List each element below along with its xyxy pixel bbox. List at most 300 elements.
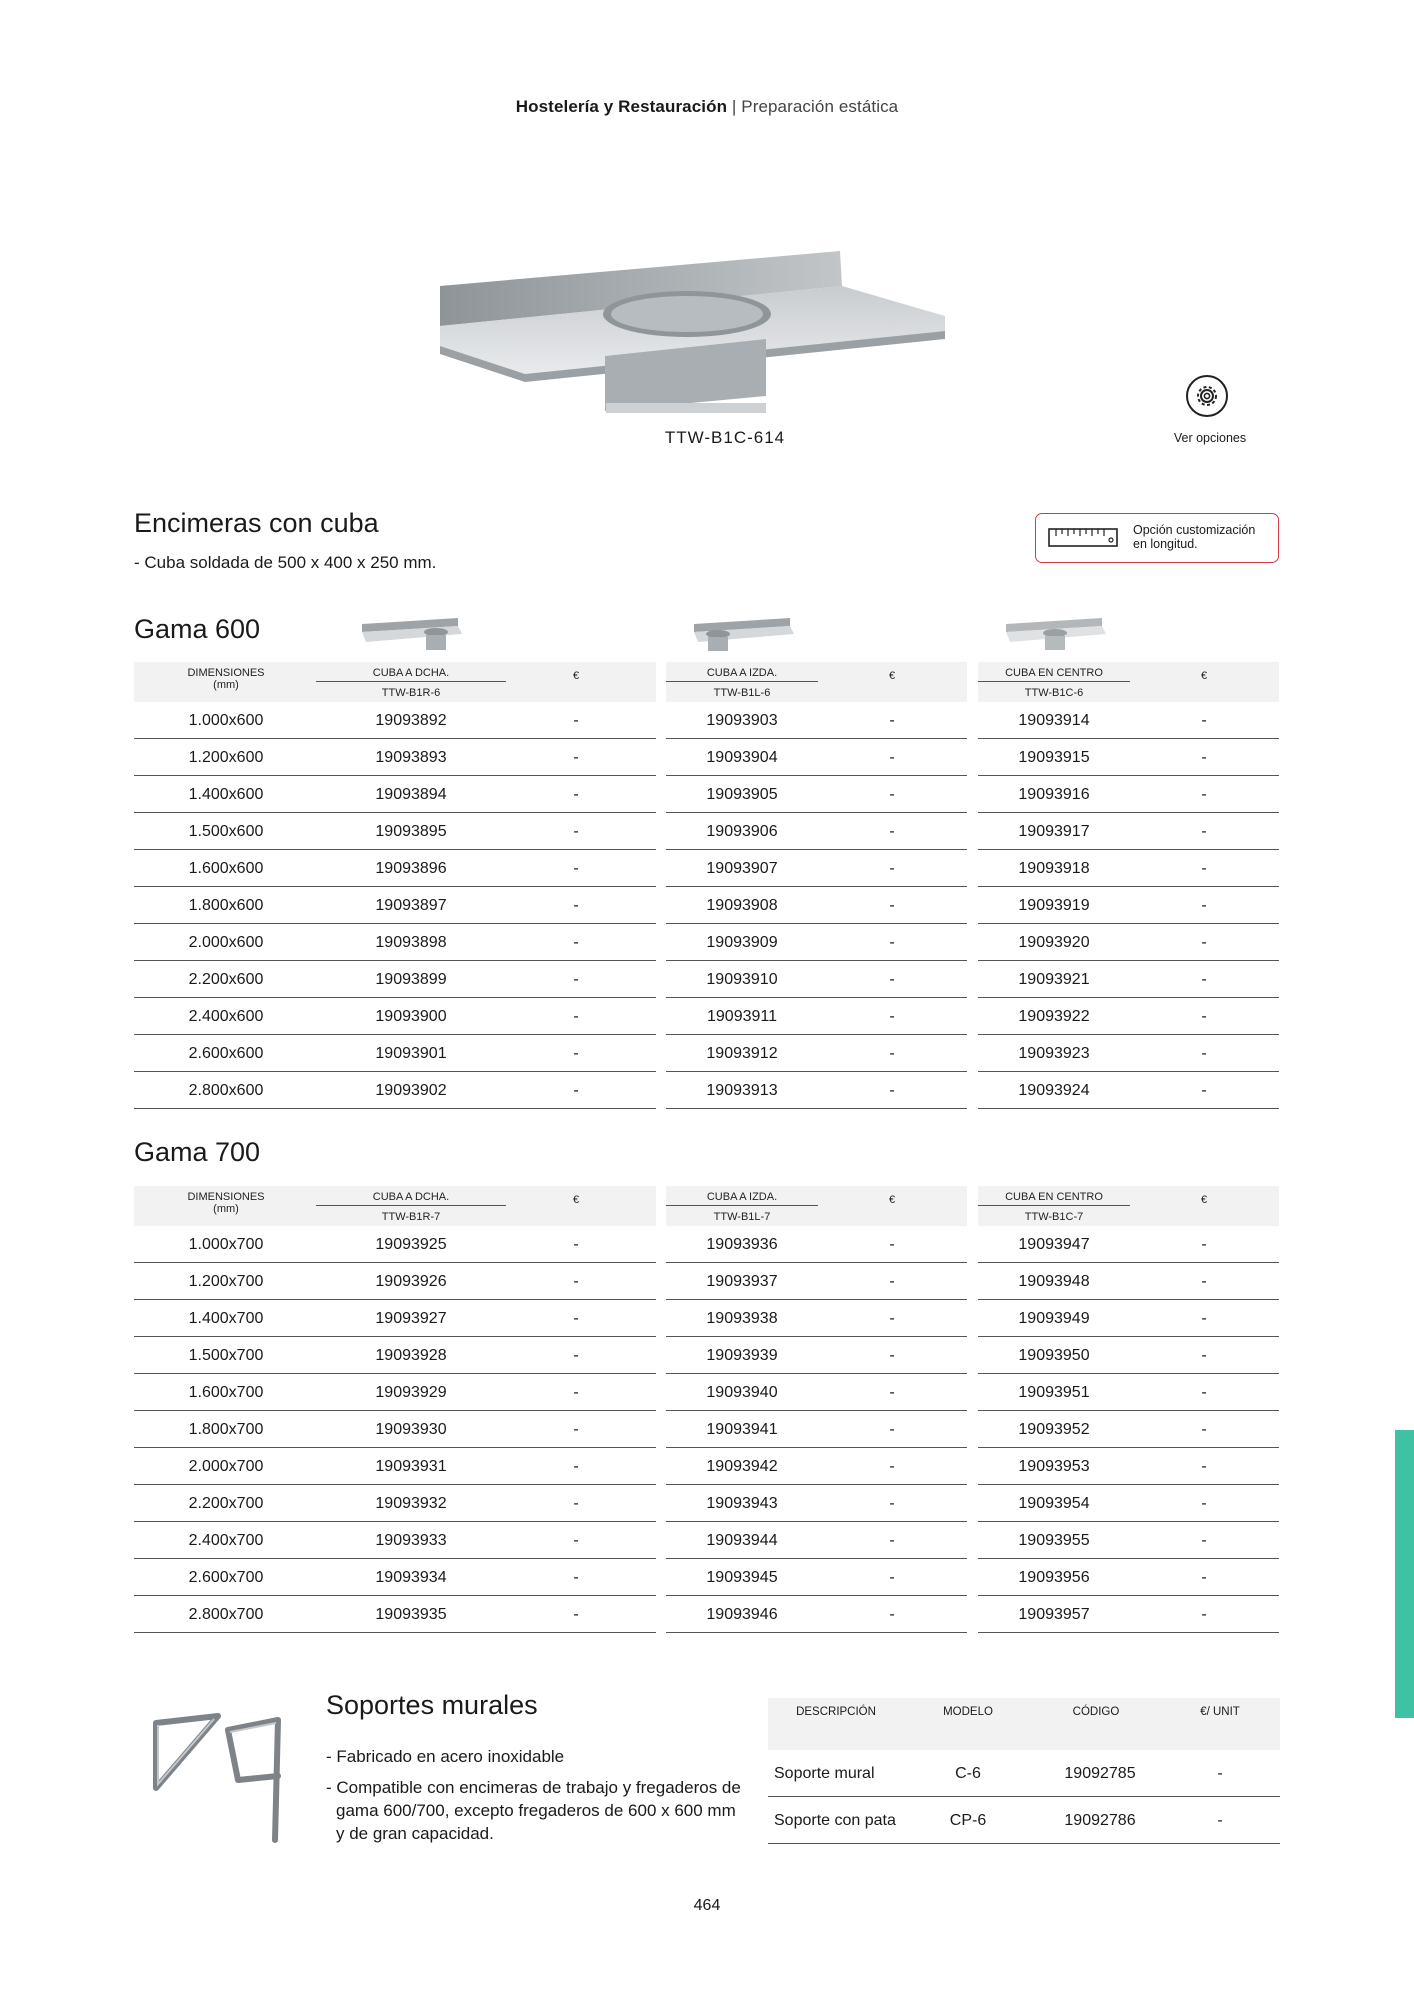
dimensions-header-unit: (mm): [213, 1203, 239, 1215]
price-cell: -: [889, 1236, 895, 1253]
dimension-cell: 2.800x600: [188, 1082, 264, 1099]
code-cell: 19093932: [375, 1495, 447, 1512]
table-row: [134, 1411, 656, 1448]
group-model: TTW-B1R-6: [381, 687, 441, 699]
code-cell: 19093917: [1018, 823, 1090, 840]
price-cell: -: [889, 1495, 895, 1512]
group-model: TTW-B1L-7: [713, 1211, 771, 1223]
table-row: [666, 739, 967, 776]
dimension-cell: 1.400x600: [188, 786, 264, 803]
code-cell: 19093930: [375, 1421, 447, 1438]
code-cell: 19093908: [706, 897, 778, 914]
code-cell: 19093939: [706, 1347, 778, 1364]
table-row: [134, 887, 656, 924]
table-row: [666, 924, 967, 961]
dimension-cell: 2.400x600: [188, 1008, 264, 1025]
code-cell: 19093931: [375, 1458, 447, 1475]
model-cell: C-6: [955, 1765, 981, 1782]
table-header: [978, 662, 1279, 702]
table-row: [666, 887, 967, 924]
table-row: [978, 1485, 1279, 1522]
price-cell: -: [573, 1569, 579, 1586]
price-cell: -: [1201, 1310, 1207, 1327]
table-row: [978, 1072, 1279, 1109]
header-divider: [666, 681, 818, 682]
price-cell: -: [573, 1236, 579, 1253]
table-row: [978, 1374, 1279, 1411]
table-row: [666, 1522, 967, 1559]
table-row: [978, 850, 1279, 887]
table-header: [768, 1698, 1280, 1750]
code-cell: 19093913: [706, 1082, 778, 1099]
price-cell: -: [573, 860, 579, 877]
code-cell: 19093894: [375, 786, 447, 803]
price-cell: -: [889, 1347, 895, 1364]
customization-line-1: Opción customización: [1133, 523, 1256, 537]
price-cell: -: [889, 1569, 895, 1586]
table-row: [666, 1374, 967, 1411]
table-row: [978, 1411, 1279, 1448]
price-cell: -: [573, 1421, 579, 1438]
dimensions-header: [176, 1191, 276, 1215]
gama-700-title: Gama 700: [134, 1137, 261, 1167]
gama600-table-center: [978, 662, 1279, 1109]
section-tab: [1395, 1430, 1414, 1718]
price-cell: -: [1201, 1384, 1207, 1401]
price-cell: -: [573, 712, 579, 729]
table-row: [134, 1485, 656, 1522]
code-cell: 19093918: [1018, 860, 1090, 877]
dimension-cell: 1.500x700: [188, 1347, 264, 1364]
code-cell: 19093907: [706, 860, 778, 877]
feature-item: - Fabricado en acero inoxidable: [326, 1747, 565, 1766]
price-cell: -: [573, 1532, 579, 1549]
table-row: [666, 1559, 967, 1596]
wall-bracket-image: [138, 1698, 298, 1848]
code-cell: 19093893: [375, 749, 447, 766]
dimension-cell: 1.800x600: [188, 897, 264, 914]
price-cell: -: [573, 1347, 579, 1364]
dimensions-header-label: DIMENSIONES: [187, 667, 265, 679]
thumb-center-sink: [1002, 612, 1107, 656]
table-body: [134, 702, 656, 1109]
table-row: [666, 1072, 967, 1109]
table-body: [666, 1226, 967, 1633]
table-row: [666, 998, 967, 1035]
page-header: [0, 97, 1414, 117]
code-cell: 19093957: [1018, 1606, 1090, 1623]
code-cell: 19093922: [1018, 1008, 1090, 1025]
price-cell: -: [889, 1606, 895, 1623]
price-cell: -: [573, 1082, 579, 1099]
table-row: [134, 1559, 656, 1596]
table-row: [666, 1035, 967, 1072]
price-cell: -: [573, 1384, 579, 1401]
code-cell: 19093948: [1018, 1273, 1090, 1290]
code-cell: 19093912: [706, 1045, 778, 1062]
price-cell: -: [889, 934, 895, 951]
code-cell: 19093947: [1018, 1236, 1090, 1253]
dimension-cell: 2.800x700: [188, 1606, 264, 1623]
table-row: [666, 813, 967, 850]
gear-icon[interactable]: [1186, 375, 1228, 417]
table-row: [978, 1226, 1279, 1263]
header-divider: [316, 681, 506, 682]
price-cell: -: [1201, 1347, 1207, 1364]
table-row: [666, 1226, 967, 1263]
price-cell: -: [573, 934, 579, 951]
price-cell: -: [1201, 934, 1207, 951]
code-cell: 19093951: [1018, 1384, 1090, 1401]
group-label: CUBA A IZDA.: [706, 1191, 778, 1203]
group-model: TTW-B1L-6: [713, 687, 771, 699]
table-row: [978, 998, 1279, 1035]
price-cell: -: [573, 1310, 579, 1327]
dimensions-header: [176, 667, 276, 691]
table-row: [134, 1072, 656, 1109]
dimension-cell: 2.000x700: [188, 1458, 264, 1475]
table-row: [134, 924, 656, 961]
price-cell: -: [889, 1532, 895, 1549]
price-cell: -: [889, 1310, 895, 1327]
desc-cell: Soporte con pata: [774, 1812, 896, 1829]
table-row: [134, 998, 656, 1035]
code-cell: 19093942: [706, 1458, 778, 1475]
header-subcategory: Preparación estática: [741, 97, 899, 116]
price-cell: -: [573, 749, 579, 766]
model-header: MODELO: [943, 1706, 993, 1718]
feature-item: - Compatible con encimeras de trabajo y fregaderos de gama 600/700, excepto fregaderos de 600 x 600 mm y de gran capacidad.: [326, 1778, 741, 1843]
table-body: [978, 702, 1279, 1109]
dimension-cell: 1.000x700: [188, 1236, 264, 1253]
code-cell: 19093927: [375, 1310, 447, 1327]
code-cell: 19093906: [706, 823, 778, 840]
code-cell: 19093924: [1018, 1082, 1090, 1099]
code-cell: 19093938: [706, 1310, 778, 1327]
code-cell: 19093915: [1018, 749, 1090, 766]
gama-600-title: Gama 600: [134, 614, 261, 644]
price-cell: -: [1201, 1495, 1207, 1512]
price-header: €: [1200, 670, 1208, 682]
price-header: €: [572, 670, 580, 682]
price-cell: -: [889, 1082, 895, 1099]
dimension-cell: 1.600x600: [188, 860, 264, 877]
gama600-table-right: [134, 662, 656, 1109]
table-row: [666, 702, 967, 739]
table-row: [666, 1263, 967, 1300]
price-cell: -: [573, 1606, 579, 1623]
table-row: [134, 776, 656, 813]
table-row: [666, 1485, 967, 1522]
dimension-cell: 2.200x700: [188, 1495, 264, 1512]
dimension-cell: 1.000x600: [188, 712, 264, 729]
table-row: [134, 1263, 656, 1300]
price-cell: -: [1201, 1532, 1207, 1549]
price-cell: -: [1201, 1458, 1207, 1475]
price-cell: -: [1201, 1421, 1207, 1438]
price-cell: -: [1201, 786, 1207, 803]
price-cell: -: [1201, 860, 1207, 877]
code-cell: 19093937: [706, 1273, 778, 1290]
table-row: [134, 961, 656, 998]
table-row: [134, 1374, 656, 1411]
price-cell: -: [889, 1045, 895, 1062]
code-cell: 19093900: [375, 1008, 447, 1025]
code-cell: 19093953: [1018, 1458, 1090, 1475]
table-row: [978, 1263, 1279, 1300]
header-divider: [978, 1205, 1130, 1206]
thumb-left-sink: [690, 612, 795, 656]
header-divider: [666, 1205, 818, 1206]
price-cell: -: [889, 1273, 895, 1290]
product-caption: TTW-B1C-614: [664, 428, 786, 447]
header-category: Hostelería y Restauración: [515, 97, 728, 116]
table-row: [666, 1448, 967, 1485]
table-row: [978, 1337, 1279, 1374]
price-cell: -: [573, 897, 579, 914]
code-cell: 19092785: [1064, 1765, 1136, 1782]
header-separator: |: [727, 97, 742, 116]
price-cell: -: [1201, 897, 1207, 914]
price-cell: -: [889, 712, 895, 729]
dimension-cell: 1.600x700: [188, 1384, 264, 1401]
table-row: [134, 1448, 656, 1485]
price-cell: -: [573, 1008, 579, 1025]
table-row: [666, 1411, 967, 1448]
price-cell: -: [889, 823, 895, 840]
soportes-title: Soportes murales: [326, 1690, 538, 1720]
price-cell: -: [573, 786, 579, 803]
code-cell: 19093928: [375, 1347, 447, 1364]
table-row: [134, 1337, 656, 1374]
price-cell: -: [1201, 1045, 1207, 1062]
code-cell: 19093903: [706, 712, 778, 729]
code-cell: 19093919: [1018, 897, 1090, 914]
gama700-table-right: [134, 1186, 656, 1633]
code-cell: 19093929: [375, 1384, 447, 1401]
customization-line-2: en longitud.: [1133, 537, 1198, 551]
dimension-cell: 2.400x700: [188, 1532, 264, 1549]
price-header: €: [888, 670, 896, 682]
table-row: [978, 924, 1279, 961]
table-body: [134, 1226, 656, 1633]
price-cell: -: [573, 971, 579, 988]
dimension-cell: 2.000x600: [188, 934, 264, 951]
code-cell: 19093954: [1018, 1495, 1090, 1512]
dimension-cell: 1.400x700: [188, 1310, 264, 1327]
page-number: 464: [693, 1897, 721, 1914]
code-cell: 19093902: [375, 1082, 447, 1099]
ruler-icon: [1048, 526, 1120, 550]
table-row: [768, 1750, 1280, 1797]
dimension-cell: 1.800x700: [188, 1421, 264, 1438]
table-row: [978, 1522, 1279, 1559]
code-cell: 19093944: [706, 1532, 778, 1549]
code-cell: 19093940: [706, 1384, 778, 1401]
table-row: [978, 776, 1279, 813]
table-header: [666, 1186, 967, 1226]
table-row: [978, 1448, 1279, 1485]
table-row: [978, 1035, 1279, 1072]
table-row: [666, 1300, 967, 1337]
code-cell: 19093904: [706, 749, 778, 766]
price-cell: -: [573, 1045, 579, 1062]
dimensions-header-label: DIMENSIONES: [187, 1191, 265, 1203]
code-cell: 19093923: [1018, 1045, 1090, 1062]
code-cell: 19093914: [1018, 712, 1090, 729]
table-row: [134, 702, 656, 739]
code-cell: 19093952: [1018, 1421, 1090, 1438]
code-cell: 19093899: [375, 971, 447, 988]
price-cell: -: [573, 1495, 579, 1512]
group-model: TTW-B1C-7: [1024, 1211, 1084, 1223]
price-cell: -: [1201, 1606, 1207, 1623]
price-header: €: [572, 1194, 580, 1206]
code-cell: 19093941: [706, 1421, 778, 1438]
group-label: CUBA A DCHA.: [372, 1191, 450, 1203]
price-header: €: [888, 1194, 896, 1206]
code-cell: 19093949: [1018, 1310, 1090, 1327]
table-row: [134, 1300, 656, 1337]
options-link[interactable]: Ver opciones: [1173, 431, 1247, 445]
price-cell: -: [889, 1008, 895, 1025]
code-header: CÓDIGO: [1072, 1706, 1120, 1718]
price-cell: -: [1217, 1812, 1223, 1829]
code-cell: 19093897: [375, 897, 447, 914]
table-body: [666, 702, 967, 1109]
table-header: [134, 662, 656, 702]
header-divider: [978, 681, 1130, 682]
price-cell: -: [889, 1421, 895, 1438]
table-row: [978, 1300, 1279, 1337]
price-cell: -: [889, 897, 895, 914]
price-cell: -: [1201, 712, 1207, 729]
code-cell: 19093916: [1018, 786, 1090, 803]
desc-header: DESCRIPCIÓN: [796, 1706, 876, 1718]
price-header: €/ UNIT: [1200, 1706, 1240, 1718]
table-row: [978, 702, 1279, 739]
code-cell: 19093935: [375, 1606, 447, 1623]
table-row: [134, 1226, 656, 1263]
table-header: [978, 1186, 1279, 1226]
code-cell: 19093956: [1018, 1569, 1090, 1586]
code-cell: 19093921: [1018, 971, 1090, 988]
table-row: [978, 961, 1279, 998]
code-cell: 19093936: [706, 1236, 778, 1253]
code-cell: 19093898: [375, 934, 447, 951]
group-label: CUBA EN CENTRO: [1005, 667, 1103, 679]
code-cell: 19093945: [706, 1569, 778, 1586]
code-cell: 19093955: [1018, 1532, 1090, 1549]
group-model: TTW-B1R-7: [381, 1211, 441, 1223]
table-row: [978, 813, 1279, 850]
header-divider: [316, 1205, 506, 1206]
price-cell: -: [1201, 1569, 1207, 1586]
price-cell: -: [1201, 971, 1207, 988]
dimension-cell: 2.600x700: [188, 1569, 264, 1586]
table-row: [768, 1797, 1280, 1844]
soportes-table: [768, 1698, 1280, 1844]
price-cell: -: [889, 1458, 895, 1475]
table-row: [666, 850, 967, 887]
price-cell: -: [889, 1384, 895, 1401]
product-image: [430, 236, 970, 436]
price-cell: -: [889, 749, 895, 766]
table-header: [666, 662, 967, 702]
price-cell: -: [1201, 1008, 1207, 1025]
table-row: [666, 1596, 967, 1633]
code-cell: 19093909: [706, 934, 778, 951]
table-row: [134, 739, 656, 776]
group-label: CUBA A IZDA.: [706, 667, 778, 679]
table-row: [978, 887, 1279, 924]
code-cell: 19093896: [375, 860, 447, 877]
code-cell: 19093933: [375, 1532, 447, 1549]
price-cell: -: [1201, 823, 1207, 840]
group-label: CUBA EN CENTRO: [1005, 1191, 1103, 1203]
price-cell: -: [1201, 1236, 1207, 1253]
code-cell: 19093901: [375, 1045, 447, 1062]
code-cell: 19093892: [375, 712, 447, 729]
dimension-cell: 1.200x600: [188, 749, 264, 766]
dimension-cell: 2.600x600: [188, 1045, 264, 1062]
table-row: [134, 1596, 656, 1633]
table-row: [134, 1522, 656, 1559]
group-model: TTW-B1C-6: [1024, 687, 1084, 699]
table-row: [666, 1337, 967, 1374]
code-cell: 19093943: [706, 1495, 778, 1512]
code-cell: 19092786: [1064, 1812, 1136, 1829]
dimension-cell: 1.500x600: [188, 823, 264, 840]
code-cell: 19093946: [706, 1606, 778, 1623]
section-subtitle: - Cuba soldada de 500 x 400 x 250 mm.: [134, 553, 437, 572]
gama700-table-left: [666, 1186, 967, 1633]
gama600-table-left: [666, 662, 967, 1109]
thumb-right-sink: [358, 612, 463, 656]
desc-cell: Soporte mural: [774, 1765, 875, 1782]
dimensions-header-unit: (mm): [213, 679, 239, 691]
table-row: [134, 850, 656, 887]
code-cell: 19093934: [375, 1569, 447, 1586]
code-cell: 19093950: [1018, 1347, 1090, 1364]
price-cell: -: [1201, 1082, 1207, 1099]
price-cell: -: [573, 1273, 579, 1290]
code-cell: 19093905: [706, 786, 778, 803]
table-row: [978, 1596, 1279, 1633]
table-row: [134, 813, 656, 850]
code-cell: 19093910: [706, 971, 778, 988]
gama700-table-center: [978, 1186, 1279, 1633]
code-cell: 19093925: [375, 1236, 447, 1253]
table-row: [978, 739, 1279, 776]
model-cell: CP-6: [949, 1812, 987, 1829]
dimension-cell: 1.200x700: [188, 1273, 264, 1290]
price-cell: -: [889, 786, 895, 803]
price-cell: -: [573, 823, 579, 840]
price-header: €: [1200, 1194, 1208, 1206]
group-label: CUBA A DCHA.: [372, 667, 450, 679]
code-cell: 19093911: [707, 1008, 777, 1025]
code-cell: 19093926: [375, 1273, 447, 1290]
price-cell: -: [573, 1458, 579, 1475]
price-cell: -: [889, 971, 895, 988]
code-cell: 19093920: [1018, 934, 1090, 951]
table-header: [134, 1186, 656, 1226]
price-cell: -: [1217, 1765, 1223, 1782]
soportes-features: [326, 1745, 746, 1853]
customization-text: [1133, 523, 1273, 551]
section-title: Encimeras con cuba: [134, 508, 379, 538]
